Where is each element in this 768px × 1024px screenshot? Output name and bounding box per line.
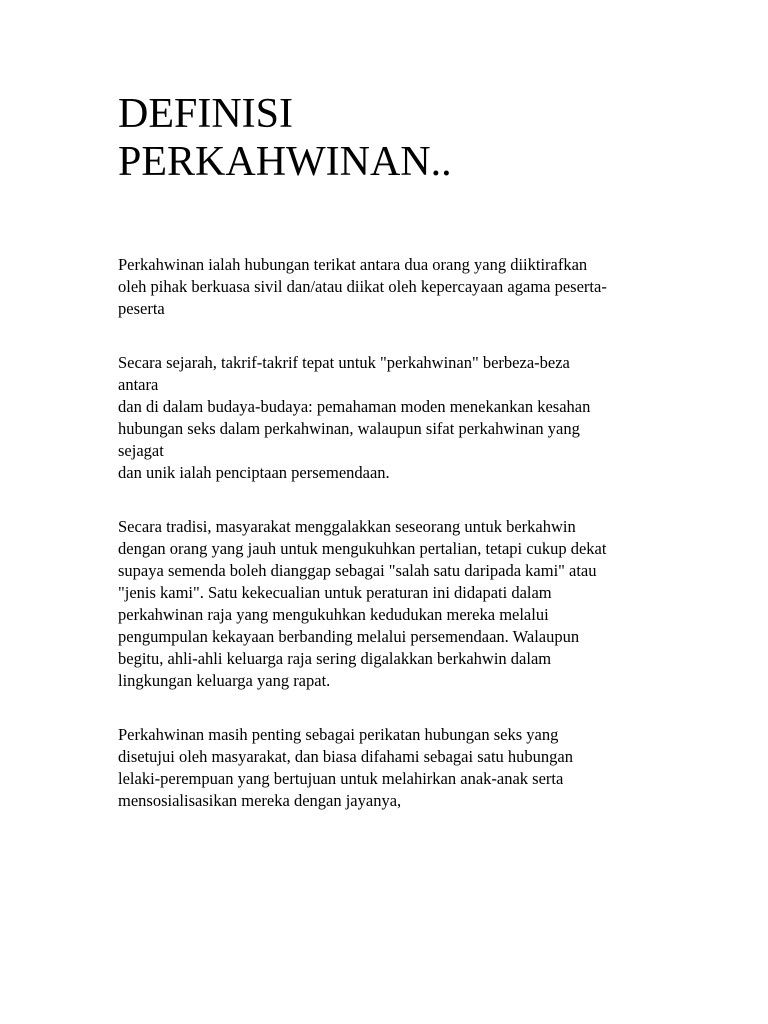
text-line: antara — [118, 375, 159, 394]
paragraph-history — [118, 352, 678, 484]
text-line: mensosialisasikan mereka dengan jayanya, — [118, 791, 402, 810]
page-title — [118, 90, 678, 186]
text-line: oleh pihak berkuasa sivil dan/atau diikat oleh kepercayaan agama peserta- — [118, 277, 607, 296]
document-page — [118, 90, 678, 812]
text-line: Secara tradisi, masyarakat menggalakkan seseorang untuk berkahwin — [118, 517, 576, 536]
title-line-1: DEFINISI — [118, 91, 293, 137]
text-line: begitu, ahli-ahli keluarga raja sering digalakkan berkahwin dalam — [118, 649, 552, 668]
text-line: disetujui oleh masyarakat, dan biasa difahami sebagai satu hubungan — [118, 747, 573, 766]
text-line: lingkungan keluarga yang rapat. — [118, 671, 331, 690]
text-line: hubungan seks dalam perkahwinan, walaupun sifat perkahwinan yang — [118, 419, 580, 438]
paragraph-importance — [118, 724, 678, 812]
text-line: pengumpulan kekayaan berbanding melalui persemendaan. Walaupun — [118, 627, 580, 646]
text-line: Perkahwinan masih penting sebagai perikatan hubungan seks yang — [118, 725, 559, 744]
text-line: lelaki-perempuan yang bertujuan untuk melahirkan anak-anak serta — [118, 769, 564, 788]
text-line: Perkahwinan ialah hubungan terikat antara dua orang yang diiktirafkan — [118, 255, 588, 274]
text-line: supaya semenda boleh dianggap sebagai "salah satu daripada kami" atau — [118, 561, 597, 580]
text-line: peserta — [118, 299, 165, 318]
text-line: dan unik ialah penciptaan persemendaan. — [118, 463, 390, 482]
text-line: dengan orang yang jauh untuk mengukuhkan pertalian, tetapi cukup dekat — [118, 539, 607, 558]
text-line: dan di dalam budaya-budaya: pemahaman moden menekankan kesahan — [118, 397, 591, 416]
text-line: perkahwinan raja yang mengukuhkan kedudukan mereka melalui — [118, 605, 549, 624]
text-line: sejagat — [118, 441, 164, 460]
text-line: Secara sejarah, takrif-takrif tepat untuk "perkahwinan" berbeza-beza — [118, 353, 570, 372]
paragraph-tradition — [118, 516, 678, 692]
title-line-2: PERKAHWINAN.. — [118, 139, 452, 185]
paragraph-definition — [118, 254, 678, 320]
text-line: "jenis kami". Satu kekecualian untuk peraturan ini didapati dalam — [118, 583, 552, 602]
